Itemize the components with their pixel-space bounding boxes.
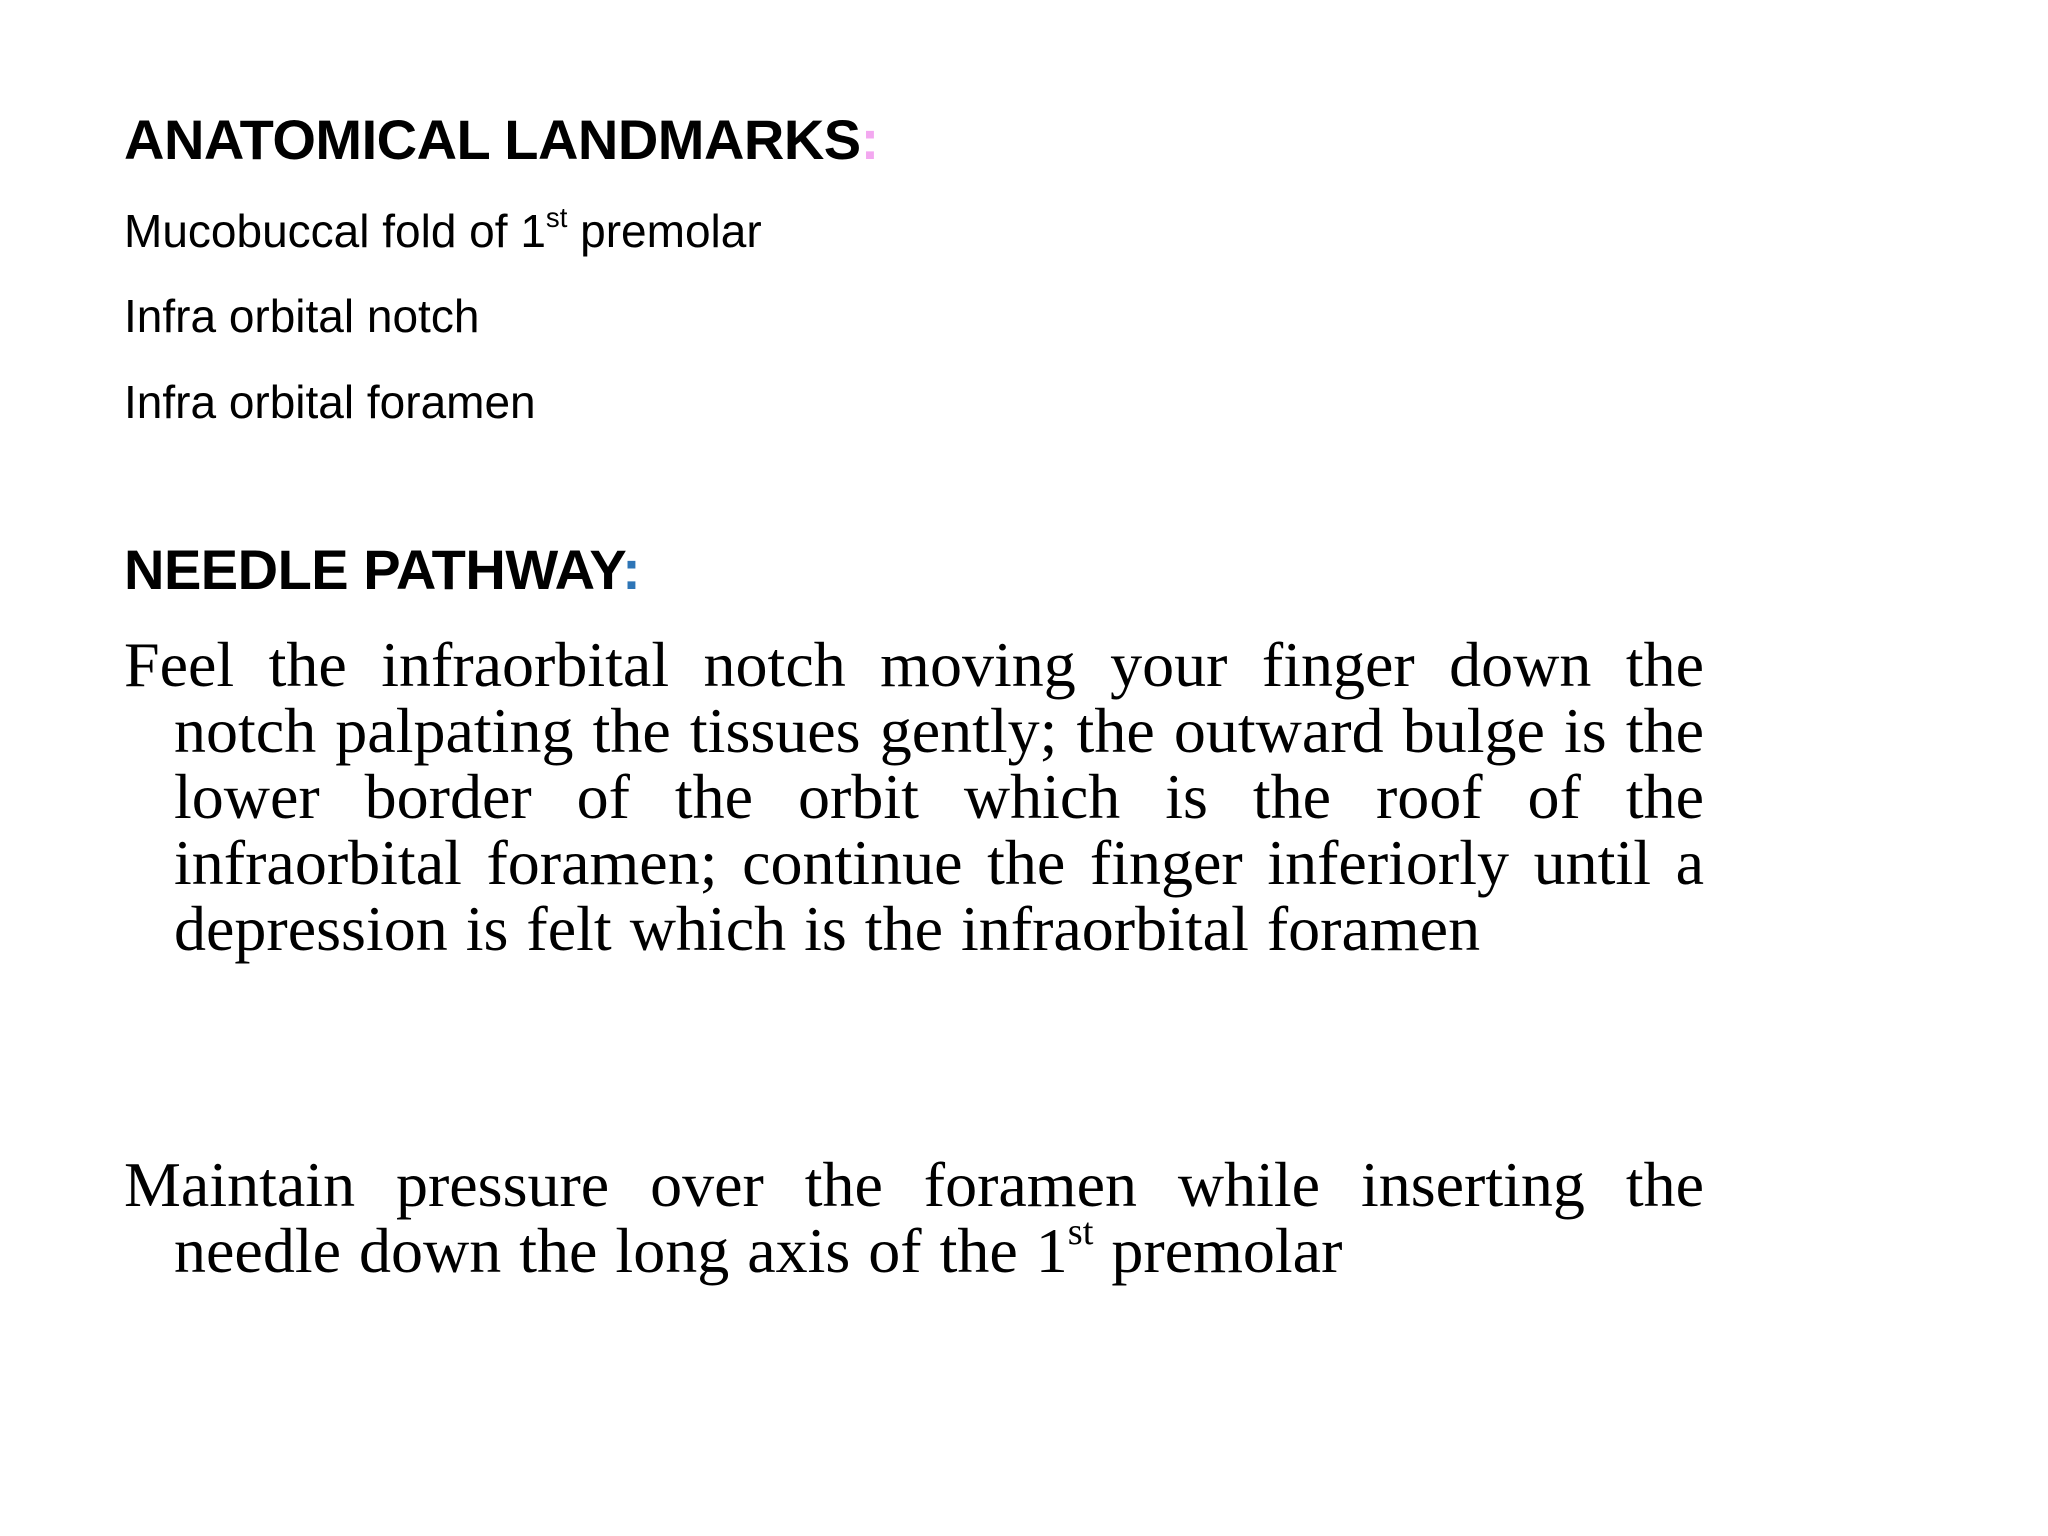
landmark-item-infra-orbital-notch: [124, 288, 479, 344]
needle-pathway-heading-text: NEEDLE PATHWAY: [124, 538, 623, 601]
landmark-item-mucobuccal-fold: [124, 203, 762, 259]
landmark-item-infra-orbital-foramen: [124, 374, 536, 430]
needle-pathway-heading: [124, 538, 640, 602]
anatomical-landmarks-heading-text: ANATOMICAL LANDMARKS: [124, 108, 861, 171]
heading-colon: :: [860, 108, 879, 171]
paragraph-text-after: premolar: [1093, 1215, 1343, 1286]
landmark-item-text: Mucobuccal fold of 1: [124, 205, 546, 257]
paragraph-text: Maintain pressure over the foramen while inserting the needle down the long axis of the 1: [124, 1149, 1704, 1286]
ordinal-superscript: st: [1067, 1210, 1094, 1253]
anatomical-landmarks-heading: [124, 108, 879, 172]
landmark-item-text: Infra orbital notch: [124, 290, 480, 342]
heading-colon: :: [622, 538, 641, 601]
landmark-item-text: Infra orbital foramen: [124, 376, 536, 428]
ordinal-superscript: st: [545, 201, 568, 233]
landmark-item-text-after: premolar: [567, 205, 762, 257]
needle-pathway-paragraph-2: [124, 1149, 1704, 1286]
needle-pathway-paragraph-1: Feel the infraorbital notch moving your finger down the notch palpating the tissues gently; the outward bulge is the lower border of the orbit which is the roof of the infraorbital foramen; continue the finger inferiorly until a depression is felt which is the infraorbital foramen: [124, 629, 1704, 964]
